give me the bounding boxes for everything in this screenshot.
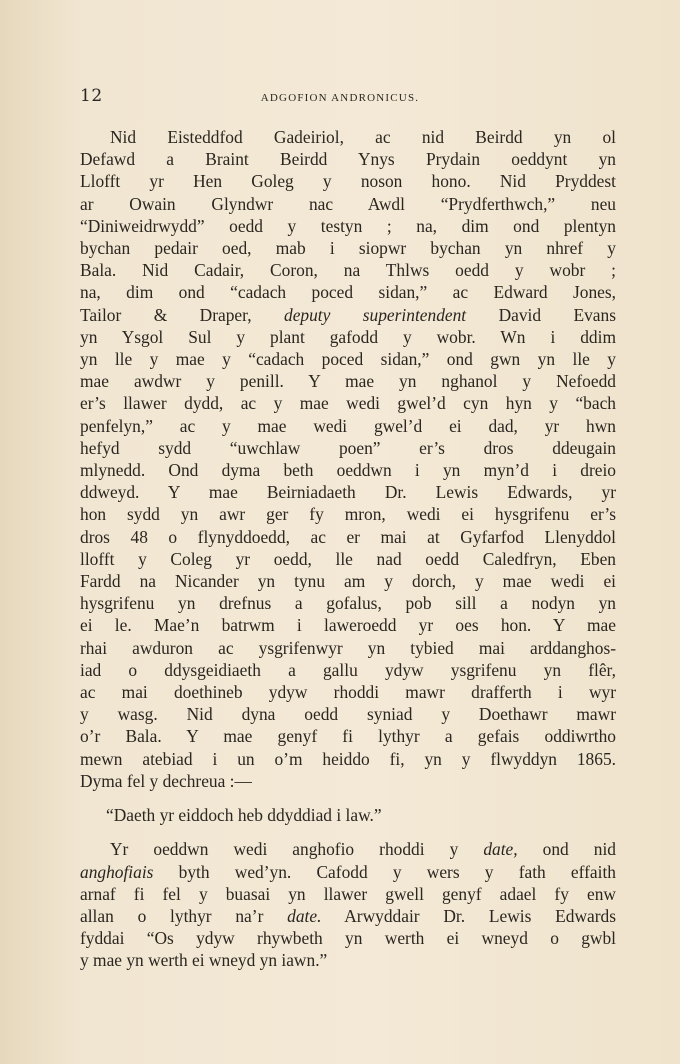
italic-text: anghofiais	[80, 861, 154, 882]
text-line: ac mai doethineb ydyw rhoddi mawr drafferth i wyr	[80, 682, 616, 703]
text-line: o’r Bala. Y mae genyf fi lythyr a gefais oddiwrtho	[80, 726, 616, 747]
text-line: er’s llawer dydd, ac y mae wedi gwel’d cyn hyn y “bach	[80, 393, 616, 414]
italic-text: deputy superintendent	[284, 304, 467, 325]
text-line: y wasg. Nid dyna oedd syniad y Doethawr mawr	[80, 704, 616, 725]
text-segment: byth wed’yn. Cafodd y wers y fath effaith	[153, 861, 616, 882]
text-line: hon sydd yn awr ger fy mron, wedi ei hysgrifenu er’s	[80, 504, 616, 525]
text-line: ar Owain Glyndwr nac Awdl “Prydferthwch,” neu	[80, 193, 616, 214]
body-text	[80, 126, 616, 972]
text-segment: Arwyddair Dr. Lewis Edwards	[321, 905, 617, 926]
text-line: yn Ysgol Sul y plant gafodd y wobr. Wn i ddim	[80, 326, 616, 347]
text-line: Dyma fel y dechreua :—	[80, 770, 252, 791]
text-segment: ond nid	[517, 839, 616, 860]
text-segment: Yr oeddwn wedi anghofio rhoddi y	[110, 839, 484, 860]
text-line: y mae yn werth ei wneyd yn iawn.”	[80, 950, 328, 971]
text-line: bychan pedair oed, mab i siopwr bychan yn nhref y	[80, 238, 616, 259]
text-segment: David Evans	[466, 304, 616, 325]
text-line: mlynedd. Ond dyma beth oeddwn i yn myn’d i dreio	[80, 460, 616, 481]
text-line: Bala. Nid Cadair, Coron, na Thlws oedd y wobr ;	[80, 260, 616, 281]
text-line: arnaf fi fel y buasai yn llawer gwell genyf adael fy enw	[80, 883, 616, 904]
text-line	[80, 304, 616, 326]
text-line: na, dim ond “cadach poced sidan,” ac Edward Jones,	[80, 282, 616, 303]
text-line: penfelyn,” ac y mae wedi gwel’d ei dad, yr hwn	[80, 415, 616, 436]
text-line: ddweyd. Y mae Beirniadaeth Dr. Lewis Edwards, yr	[80, 482, 616, 503]
text-line: Defawd a Braint Beirdd Ynys Prydain oeddynt yn	[80, 149, 616, 170]
text-segment: allan o lythyr na’r	[80, 905, 288, 926]
quotation: “Daeth yr eiddoch heb ddyddiad i law.”	[106, 805, 382, 826]
text-line: rhai awduron ac ysgrifenwyr yn tybied mai arddanghos-	[80, 637, 616, 658]
page-number: 12	[80, 86, 103, 106]
text-line: Fardd na Nicander yn tynu am y dorch, y mae wedi ei	[80, 571, 616, 592]
text-line: fyddai “Os ydyw rhywbeth yn werth ei wneyd o gwbl	[80, 928, 616, 949]
text-line: yn lle y mae y “cadach poced sidan,” ond gwn yn lle y	[80, 349, 616, 370]
text-line: dros 48 o flynyddoedd, ac er mai at Gyfarfod Llenyddol	[80, 526, 616, 547]
text-line	[80, 861, 616, 883]
running-head: ADGOFION ANDRONICUS.	[260, 92, 420, 104]
text-line	[80, 838, 616, 860]
text-line: Llofft yr Hen Goleg y noson hono. Nid Pryddest	[80, 171, 616, 192]
italic-text: date.	[287, 905, 322, 926]
text-line: mewn atebiad i un o’m heiddo fi, yn y flwyddyn 1865.	[80, 748, 616, 769]
text-line: “Diniweidrwydd” oedd y testyn ; na, dim ond plentyn	[80, 215, 616, 236]
text-line: llofft y Coleg yr oedd, lle nad oedd Caledfryn, Eben	[80, 548, 616, 569]
text-line: Nid Eisteddfod Gadeiriol, ac nid Beirdd yn ol	[110, 127, 616, 147]
text-line: mae awdwr y penill. Y mae yn nghanol y Nefoedd	[80, 371, 616, 392]
text-segment: Tailor & Draper,	[80, 304, 284, 325]
text-line: iad o ddysgeidiaeth a gallu ydyw ysgrifenu yn flêr,	[80, 659, 616, 680]
text-line	[80, 905, 616, 927]
spacer	[80, 792, 616, 804]
italic-text: date,	[483, 839, 518, 860]
text-line: hysgrifenu yn drefnus a gofalus, pob sill a nodyn yn	[80, 593, 616, 614]
text-line: ei le. Mae’n batrwm i laweroedd yr oes hon. Y mae	[80, 615, 616, 636]
spacer	[80, 826, 616, 838]
text-line: hefyd sydd “uwchlaw poen” er’s dros ddeugain	[80, 437, 616, 458]
